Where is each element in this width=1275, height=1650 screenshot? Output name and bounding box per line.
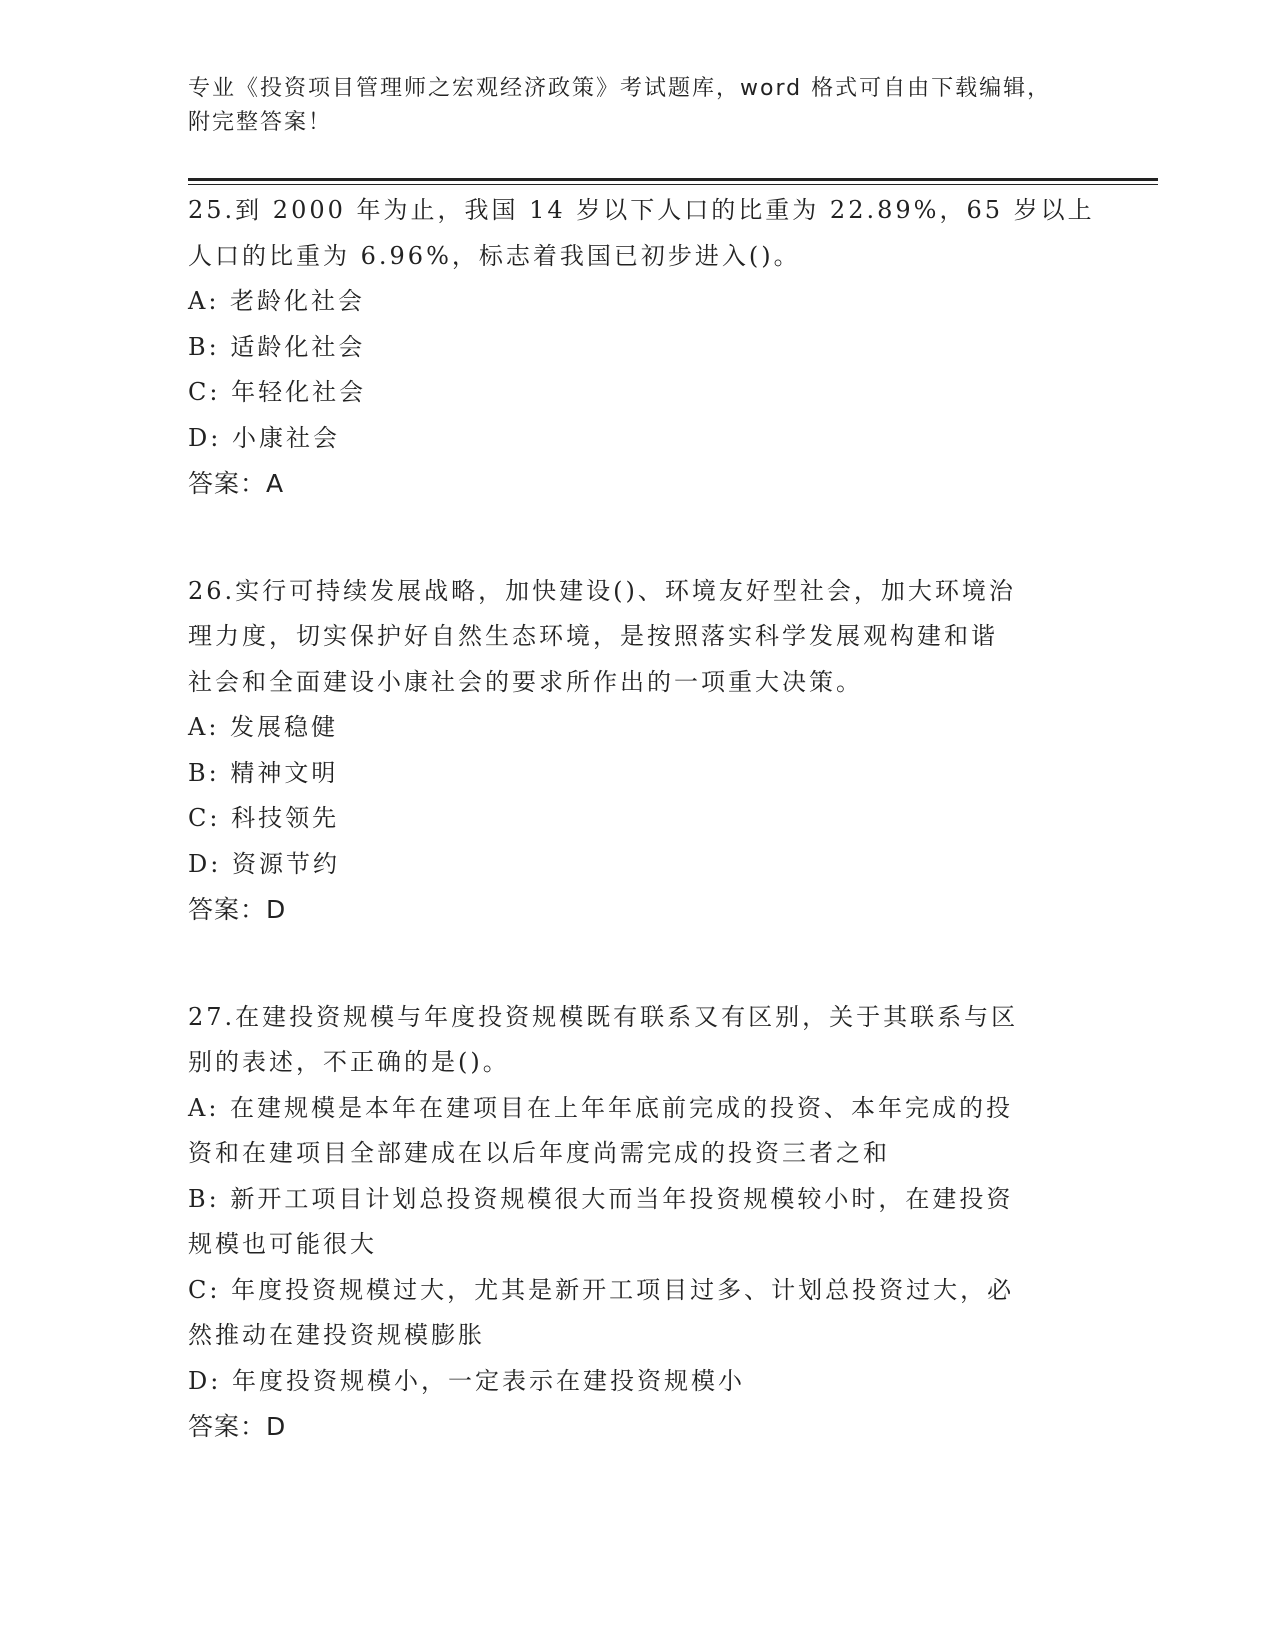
question-stem-line: 社会和全面建设小康社会的要求所作出的一项重大决策。: [188, 667, 863, 696]
answer-label: 答案：D: [188, 895, 287, 924]
answer-label: 答案：A: [188, 469, 285, 498]
option-b: B: 精神文明: [188, 758, 339, 787]
option-d: D: 年度投资规模小，一定表示在建投资规模小: [188, 1366, 745, 1395]
question-stem-line: 26.实行可持续发展战略，加快建设()、环境友好型社会，加大环境治: [188, 576, 1016, 605]
option-c-continuation: 然推动在建投资规模膨胀: [188, 1321, 485, 1349]
answer-label: 答案：D: [188, 1412, 287, 1441]
option-a: A: 老龄化社会: [188, 287, 366, 315]
option-a-continuation: 资和在建项目全部建成在以后年度尚需完成的投资三者之和: [188, 1139, 890, 1167]
question-26: [188, 569, 1088, 933]
header-line: 专业《投资项目管理师之宏观经济政策》考试题库，word 格式可自由下载编辑，: [188, 76, 1052, 101]
option-a: A: 在建规模是本年在建项目在上年年底前完成的投资、本年完成的投: [188, 1093, 1014, 1122]
option-c: C: 科技领先: [188, 804, 340, 832]
option-b: B: 适龄化社会: [188, 332, 366, 361]
document-header: [188, 72, 1088, 140]
option-c: C: 年度投资规模过大，尤其是新开工项目过多、计划总投资过大，必: [188, 1275, 1015, 1304]
option-d: D: 资源节约: [188, 849, 340, 878]
option-a: A: 发展稳健: [188, 713, 339, 741]
question-stem-line: 25.到 2000 年为止，我国 14 岁以下人口的比重为 22.89%，65 岁以上: [188, 196, 1095, 224]
header-divider-thick: [188, 178, 1158, 181]
question-stem-line: 别的表述，不正确的是()。: [188, 1048, 510, 1076]
question-list: [188, 188, 1095, 1512]
option-b-continuation: 规模也可能很大: [188, 1230, 377, 1258]
header-divider-thin: [188, 184, 1158, 185]
header-line: 附完整答案！: [188, 110, 333, 135]
question-27: [188, 995, 1088, 1450]
question-stem-line: 人口的比重为 6.96%，标志着我国已初步进入()。: [188, 241, 801, 270]
question-stem-line: 27.在建投资规模与年度投资规模既有联系又有区别，关于其联系与区: [188, 1002, 1019, 1031]
option-c: C: 年轻化社会: [188, 378, 367, 406]
option-d: D: 小康社会: [188, 423, 340, 452]
option-b: B: 新开工项目计划总投资规模很大而当年投资规模较小时，在建投资: [188, 1184, 1014, 1213]
question-25: [188, 188, 1095, 507]
question-stem-line: 理力度，切实保护好自然生态环境，是按照落实科学发展观构建和谐: [188, 622, 998, 650]
